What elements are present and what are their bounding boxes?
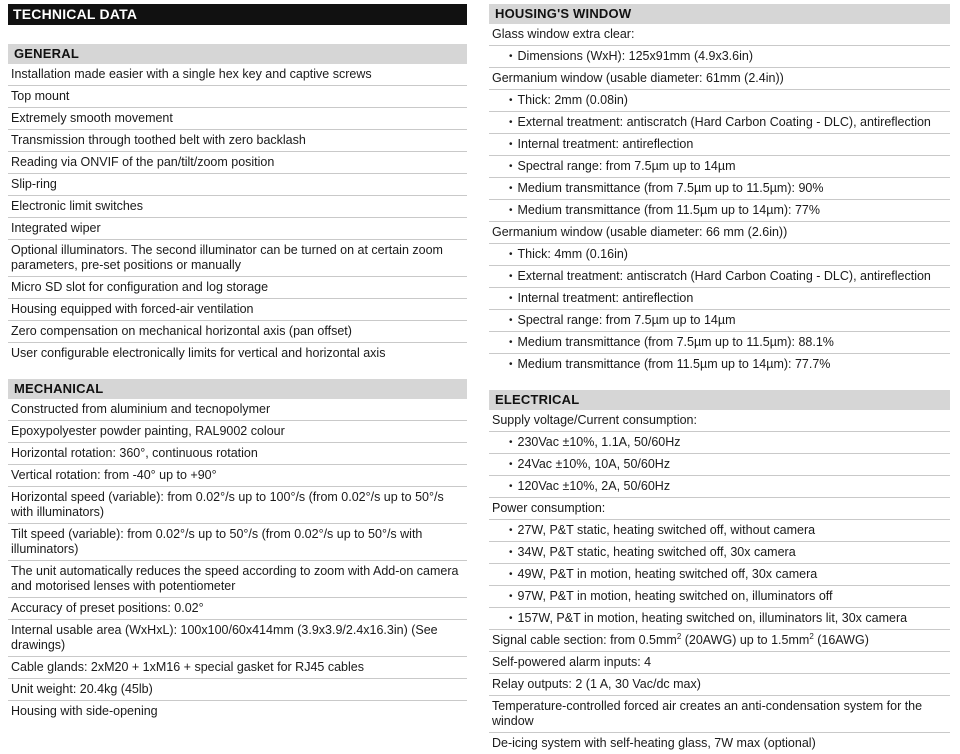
mechanical-row: Vertical rotation: from -40° up to +90°: [8, 465, 467, 487]
right-column: [489, 4, 950, 754]
power-title: Power consumption:: [489, 498, 950, 520]
supply-item: • 24Vac ±10%, 10A, 50/60Hz: [489, 454, 950, 476]
mechanical-list: [8, 399, 467, 722]
germanium-61-item: • External treatment: antiscratch (Hard Carbon Coating - DLC), antireflection: [489, 112, 950, 134]
general-row: Reading via ONVIF of the pan/tilt/zoom position: [8, 152, 467, 174]
power-item: • 157W, P&T in motion, heating switched on, illuminators lit, 30x camera: [489, 608, 950, 630]
glass-window-title: Glass window extra clear:: [489, 24, 950, 46]
general-row: Installation made easier with a single hex key and captive screws: [8, 64, 467, 86]
signal-cable-suffix: (16AWG): [813, 633, 869, 647]
signal-cable-sup2: 2: [809, 631, 814, 641]
germanium-61-title: Germanium window (usable diameter: 61mm (2.4in)): [489, 68, 950, 90]
power-item: • 27W, P&T static, heating switched off, without camera: [489, 520, 950, 542]
mechanical-row: Cable glands: 2xM20 + 1xM16 + special gasket for RJ45 cables: [8, 657, 467, 679]
electrical-row: Relay outputs: 2 (1 A, 30 Vac/dc max): [489, 674, 950, 696]
mechanical-row: Accuracy of preset positions: 0.02°: [8, 598, 467, 620]
germanium-61-item: • Internal treatment: antireflection: [489, 134, 950, 156]
mechanical-row: Horizontal speed (variable): from 0.02°/s up to 100°/s (from 0.02°/s up to 50°/s with illuminators): [8, 487, 467, 524]
glass-window-item: • Dimensions (WxH): 125x91mm (4.9x3.6in): [489, 46, 950, 68]
signal-cable-row: [489, 630, 950, 652]
supply-title: Supply voltage/Current consumption:: [489, 410, 950, 432]
page-title: TECHNICAL DATA: [8, 4, 467, 25]
germanium-66-item: • Internal treatment: antireflection: [489, 288, 950, 310]
electrical-row: De-icing system with self-heating glass, 7W max (optional): [492, 736, 816, 750]
power-item: • 97W, P&T in motion, heating switched on, illuminators off: [489, 586, 950, 608]
general-row: Slip-ring: [8, 174, 467, 196]
housing-window-list: [489, 24, 950, 375]
general-row: Extremely smooth movement: [8, 108, 467, 130]
general-row: User configurable electronically limits for vertical and horizontal axis: [11, 346, 386, 360]
germanium-66-item: • External treatment: antiscratch (Hard Carbon Coating - DLC), antireflection: [489, 266, 950, 288]
electrical-row: Temperature-controlled forced air creates an anti-condensation system for the window: [489, 696, 950, 733]
germanium-61-item: • Medium transmittance (from 7.5µm up to 11.5µm): 90%: [489, 178, 950, 200]
left-column: [8, 4, 467, 722]
mechanical-row: The unit automatically reduces the speed according to zoom with Add-on camera and motorised lenses with potentiometer: [8, 561, 467, 598]
germanium-66-item: • Medium transmittance (from 11.5µm up to 14µm): 77.7%: [489, 354, 950, 375]
supply-item: • 120Vac ±10%, 2A, 50/60Hz: [489, 476, 950, 498]
supply-item: • 230Vac ±10%, 1.1A, 50/60Hz: [489, 432, 950, 454]
housing-window-heading: HOUSING'S WINDOW: [489, 4, 950, 24]
germanium-61-item: • Spectral range: from 7.5µm up to 14µm: [489, 156, 950, 178]
germanium-66-item: • Medium transmittance (from 7.5µm up to 11.5µm): 88.1%: [489, 332, 950, 354]
germanium-66-item: • Spectral range: from 7.5µm up to 14µm: [489, 310, 950, 332]
electrical-row: Self-powered alarm inputs: 4: [489, 652, 950, 674]
signal-cable-sup1: 2: [676, 631, 682, 641]
general-row: Optional illuminators. The second illuminator can be turned on at certain zoom parameters, pre-set positions or manually: [8, 240, 467, 277]
mechanical-row: Epoxypolyester powder painting, RAL9002 colour: [8, 421, 467, 443]
power-item: • 49W, P&T in motion, heating switched off, 30x camera: [489, 564, 950, 586]
general-row: Electronic limit switches: [8, 196, 467, 218]
signal-cable-mid: (20AWG) up to 1.5mm: [681, 633, 810, 647]
mechanical-row: Constructed from aluminium and tecnopolymer: [8, 399, 467, 421]
germanium-61-item: • Medium transmittance (from 11.5µm up to 14µm): 77%: [489, 200, 950, 222]
power-item: • 34W, P&T static, heating switched off, 30x camera: [489, 542, 950, 564]
electrical-heading: ELECTRICAL: [489, 390, 950, 410]
mechanical-row: Housing with side-opening: [11, 704, 158, 718]
general-list: [8, 64, 467, 364]
mechanical-row: Internal usable area (WxHxL): 100x100/60x414mm (3.9x3.9/2.4x16.3in) (See drawings): [8, 620, 467, 657]
germanium-66-title: Germanium window (usable diameter: 66 mm (2.6in)): [489, 222, 950, 244]
mechanical-row: Horizontal rotation: 360°, continuous rotation: [8, 443, 467, 465]
mechanical-row: Unit weight: 20.4kg (45lb): [8, 679, 467, 701]
general-heading: GENERAL: [8, 44, 467, 64]
mechanical-heading: MECHANICAL: [8, 379, 467, 399]
germanium-66-item: • Thick: 4mm (0.16in): [489, 244, 950, 266]
germanium-61-item: • Thick: 2mm (0.08in): [489, 90, 950, 112]
general-row: Transmission through toothed belt with zero backlash: [8, 130, 467, 152]
mechanical-row: Tilt speed (variable): from 0.02°/s up to 50°/s (from 0.02°/s up to 50°/s with illuminators): [8, 524, 467, 561]
signal-cable-prefix: Signal cable section: from 0.5mm: [492, 633, 677, 647]
general-row: Integrated wiper: [8, 218, 467, 240]
general-row: Micro SD slot for configuration and log storage: [8, 277, 467, 299]
general-row: Housing equipped with forced-air ventilation: [8, 299, 467, 321]
general-row: Zero compensation on mechanical horizontal axis (pan offset): [8, 321, 467, 343]
electrical-list: [489, 410, 950, 754]
general-row: Top mount: [8, 86, 467, 108]
